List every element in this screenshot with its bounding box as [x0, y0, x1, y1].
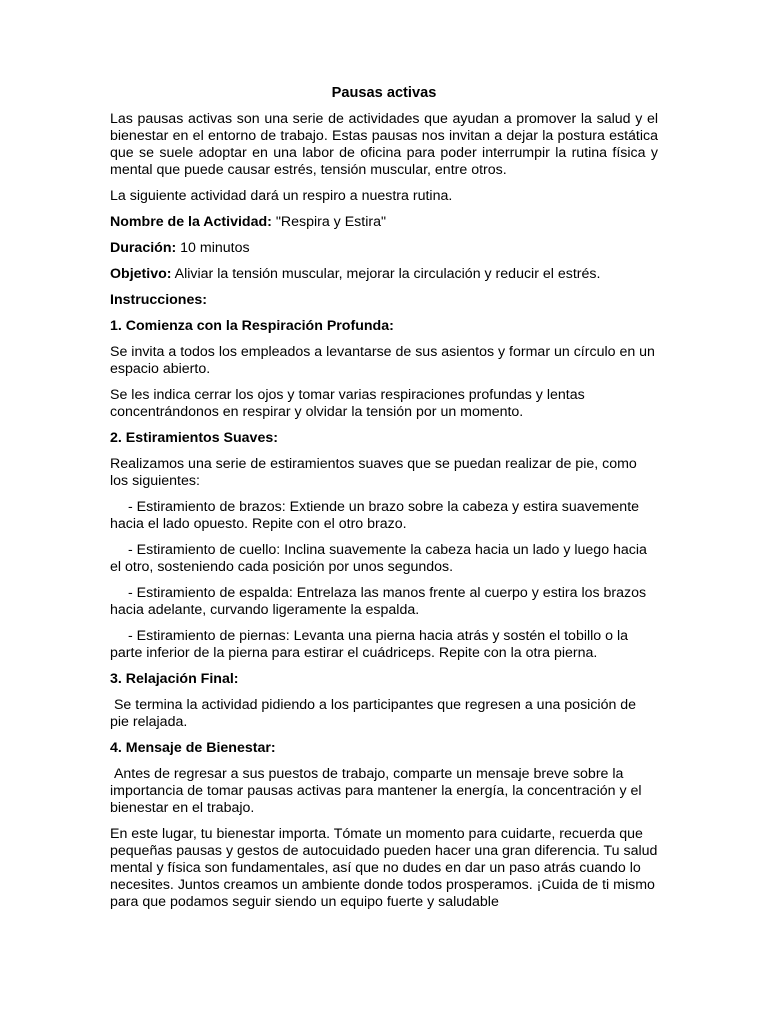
activity-name-line	[110, 214, 658, 231]
step3-heading: 3. Relajación Final:	[110, 671, 239, 687]
step2-intro: Realizamos una serie de estiramientos suaves que se puedan realizar de pie, como los siguientes:	[110, 456, 637, 489]
objective-value: Aliviar la tensión muscular, mejorar la circulación y reducir el estrés.	[171, 266, 601, 282]
step4-heading: 4. Mensaje de Bienestar:	[110, 740, 276, 756]
step1-paragraph-1: Se invita a todos los empleados a levantarse de sus asientos y formar un círculo en un espacio abierto.	[110, 344, 655, 377]
step3-paragraph: Se termina la actividad pidiendo a los participantes que regresen a una posición de pie relajada.	[110, 697, 641, 730]
document-title: Pausas activas	[331, 85, 437, 101]
instructions-heading: Instrucciones:	[110, 292, 207, 308]
document-page	[110, 85, 658, 920]
stretch-item-neck: - Estiramiento de cuello: Inclina suavemente la cabeza hacia un lado y luego hacia el otro, sosteniendo cada posición por unos segundos.	[110, 542, 647, 575]
intro-paragraph: Las pausas activas son una serie de actividades que ayudan a promover la salud y el bienestar en el entorno de trabajo. Estas pausas nos invitan a dejar la postura estática que se suele adoptar en una labor de oficina para poder interrumpir la rutina física y mental que puede causar estrés, tensión muscular, entre otros.	[110, 111, 658, 178]
objective-line	[110, 266, 658, 283]
objective-label: Objetivo:	[110, 266, 172, 282]
step4-paragraph: Antes de regresar a sus puestos de trabajo, comparte un mensaje breve sobre la importancia de tomar pausas activas para mantener la energía, la concentración y el bienestar en el trabajo.	[110, 766, 646, 816]
activity-name-value: "Respira y Estira"	[271, 214, 387, 230]
stretch-item-arms: - Estiramiento de brazos: Extiende un brazo sobre la cabeza y estira suavemente hacia el lado opuesto. Repite con el otro brazo.	[110, 499, 640, 532]
lead-paragraph: La siguiente actividad dará un respiro a nuestra rutina.	[110, 188, 453, 204]
step2-heading: 2. Estiramientos Suaves:	[110, 430, 278, 446]
closing-paragraph: En este lugar, tu bienestar importa. Tómate un momento para cuidarte, recuerda que pequeñas pausas y gestos de autocuidado pueden hacer una gran diferencia. Tu salud mental y física son fundamentales, así que no dudes en dar un paso atrás cuando lo necesites. Juntos creamos un ambiente donde todos prosperamos. ¡Cuida de ti mismo para que podamos seguir siendo un equipo fuerte y saludable	[110, 826, 658, 910]
step1-paragraph-2: Se les indica cerrar los ojos y tomar varias respiraciones profundas y lentas concentrándonos en respirar y olvidar la tensión por un momento.	[110, 387, 585, 420]
duration-line	[110, 240, 658, 257]
duration-value: 10 minutos	[176, 240, 250, 256]
activity-name-label: Nombre de la Actividad:	[110, 214, 272, 230]
duration-label: Duración:	[110, 240, 177, 256]
stretch-item-legs: - Estiramiento de piernas: Levanta una pierna hacia atrás y sostén el tobillo o la parte inferior de la pierna para estirar el cuádriceps. Repite con la otra pierna.	[110, 628, 629, 661]
step1-heading: 1. Comienza con la Respiración Profunda:	[110, 318, 394, 334]
stretch-item-back: - Estiramiento de espalda: Entrelaza las manos frente al cuerpo y estira los brazos hacia adelante, curvando ligeramente la espalda.	[110, 585, 647, 618]
